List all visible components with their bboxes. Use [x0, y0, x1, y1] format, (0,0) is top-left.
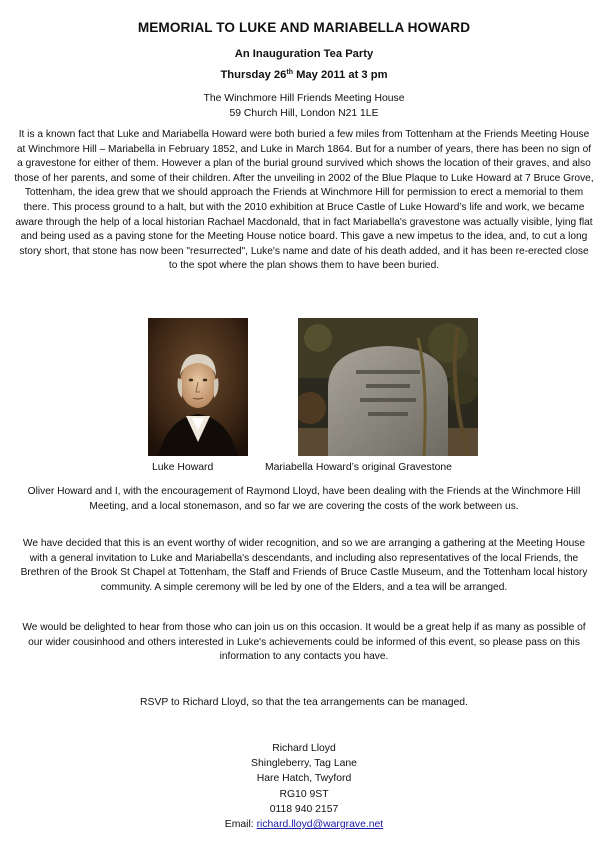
event-subtitle: An Inauguration Tea Party: [234, 48, 374, 60]
contact-block: [0, 741, 608, 832]
venue-name: The Winchmore Hill Friends Meeting House: [203, 93, 405, 104]
luke-howard-portrait: [148, 318, 248, 456]
rsvp-note: RSVP to Richard Lloyd, so that the tea arrangements can be managed.: [140, 697, 468, 708]
contact-postcode: RG10 9ST: [279, 788, 329, 800]
event-paragraph: We have decided that this is an event worthy of wider recognition, and so we are arranging a gathering at the Meeting House with a general invitation to Luke and Mariabella's descendants, and including also representatives of the local Friends, the Brethren of the Brook St Chapel at Tottenham, the Staff and Friends of Bruce Castle Museum, and the Tottenham local history community. A simple ceremony will be led by one of the Elders, and a tea will be arranged.: [20, 538, 588, 593]
venue-block: [0, 92, 608, 121]
contact-email-row: [0, 817, 608, 832]
venue-address: 59 Church Hill, London N21 1LE: [229, 107, 379, 119]
portrait-caption: Luke Howard: [152, 462, 214, 473]
work-paragraph: Oliver Howard and I, with the encouragement of Raymond Lloyd, have been dealing with the Friends at the Winchmore Hill Meeting, and a local stonemason, and so far we are covering the costs of the work between us.: [27, 486, 581, 512]
email-link[interactable]: richard.lloyd@wargrave.net: [256, 819, 384, 831]
contact-phone: 0118 940 2157: [269, 803, 339, 815]
gravestone-caption: Mariabella Howard’s original Gravestone: [265, 462, 452, 473]
page-title: MEMORIAL TO LUKE AND MARIABELLA HOWARD: [137, 20, 471, 35]
gravestone-photo: [298, 318, 478, 456]
history-paragraph: It is a known fact that Luke and Mariabella Howard were both buried a few miles from Tottenham at the Friends Meeting House at Winchmore Hill – Mariabella in February 1852, and Luke in March 1864. But for a number of years, there has been no sign of a gravestone for either of them. However a plan of the burial ground survived which shows the location of their graves, and also those of her parents, and some of their children. After the unveiling in 2002 of the Blue Plaque to Luke Howard at 7 Bruce Grove, Tottenham, the idea grew that we should approach the Friends at Winchmore Hill for permission to erect a memorial to them there. This process ground to a halt, but with the 2010 exhibition at Bruce Castle of Luke Howard’s life and work, we became aware through the help of a local historian Rachael Macdonald, that in fact Mariabella's gravestone was actually visible, lying flat and being used as a paving stone for the Meeting House notice board. This gave a new impetus to the idea, and, to cut a long story short, that stone has now been "resurrected", Luke's name and date of his death added, and it has been re-erected close to the spot where the plan shows them to have been buried.: [14, 129, 594, 272]
invitation-paragraph: We would be delighted to hear from those who can join us on this occasion. It would be a great help if as many as possible of our wider cousinhood and others interested in Luke's achievements could be informed of this event, so please pass on this information to any contacts you have.: [22, 622, 586, 663]
event-date-prefix: Thursday 26: [220, 69, 287, 81]
email-label: Email:: [224, 819, 257, 831]
event-date-ordinal: th: [286, 69, 293, 76]
contact-address-line2: Hare Hatch, Twyford: [256, 773, 352, 785]
contact-address-line1: Shingleberry, Tag Lane: [251, 758, 357, 770]
event-date: [0, 69, 608, 81]
event-date-suffix: May 2011 at 3 pm: [293, 69, 388, 81]
contact-name: Richard Lloyd: [272, 743, 336, 754]
